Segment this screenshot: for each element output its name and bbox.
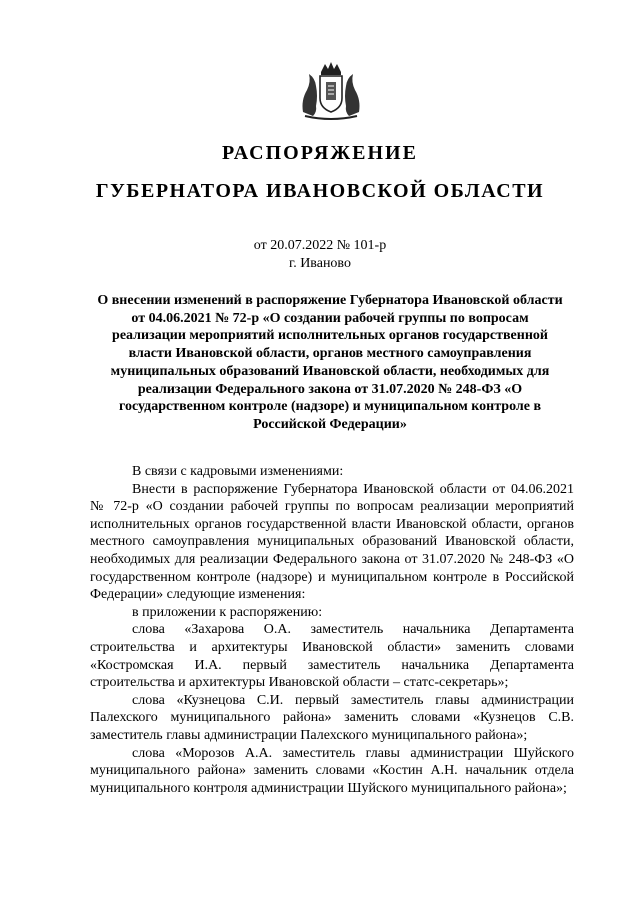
body-paragraph: Внести в распоряжение Губернатора Ивановской области от 04.06.2021 № 72-р «О создании рабочей группы по вопросам реализации мероприятий исполнительных органов государственной власти Ивановской области, органов местного самоуправления муниципальных образований Ивановской области, необходимых для реализации Федерального закона от 31.07.2020 № 248-ФЗ «О государственном контроле (надзоре) и муниципальном контроле в Российской Федерации» следующие изменения: bbox=[90, 481, 574, 603]
body-paragraph: слова «Кузнецова С.И. первый заместитель главы администрации Палехского муниципального района» заменить словами «Кузнецов С.В. заместитель главы администрации Палехского муниципального района»; bbox=[90, 692, 574, 743]
body-paragraph: В связи с кадровыми изменениями: bbox=[132, 464, 344, 479]
document-body bbox=[90, 463, 574, 797]
coat-of-arms-icon bbox=[295, 60, 367, 122]
body-paragraph: в приложении к распоряжению: bbox=[132, 604, 323, 620]
document-subject: О внесении изменений в распоряжение Губернатора Ивановской области от 04.06.2021 № 72-р «О создании рабочей группы по вопросам реализации мероприятий исполнительных органов государственной власти Ивановской области, органов местного самоуправления муниципальных образований Ивановской области, необходимых для реализации Федерального закона от 31.07.2020 № 248-ФЗ «О государственном контроле (надзоре) и муниципальном контроле в Российской Федерации» bbox=[97, 293, 563, 432]
issuer-title: ГУБЕРНАТОРА ИВАНОВСКОЙ ОБЛАСТИ bbox=[95, 180, 545, 202]
body-paragraph: слова «Морозов А.А. заместитель главы администрации Шуйского муниципального района» заменить словами «Костин А.Н. начальник отдела муниципального контроля администрации Шуйского муниципального района»; bbox=[90, 745, 574, 796]
body-paragraph: слова «Захарова О.А. заместитель начальника Департамента строительства и архитектуры Ивановской области» заменить словами «Костромская И.А. первый заместитель начальника Департамента строительства и архитектуры Ивановской области – статс-секретарь»; bbox=[90, 622, 574, 691]
city: г. Иваново bbox=[289, 256, 351, 271]
document-type-title: РАСПОРЯЖЕНИЕ bbox=[222, 142, 418, 164]
date-number: от 20.07.2022 № 101-р bbox=[253, 238, 387, 253]
